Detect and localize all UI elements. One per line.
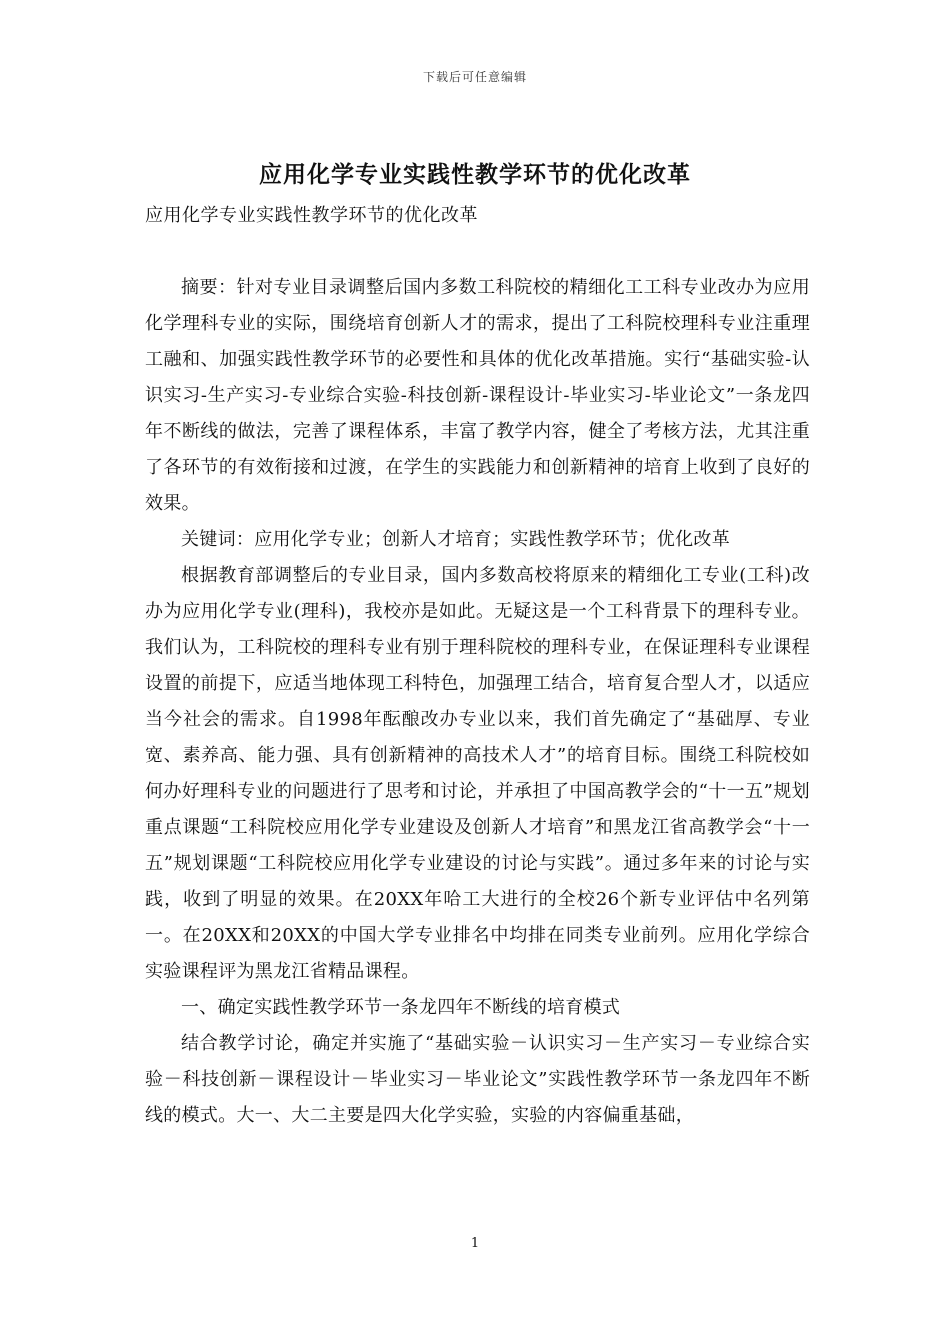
body-paragraph: 根据教育部调整后的专业目录，国内多数高校将原来的精细化工专业(工科)改办为应用化学专业(理科)，我校亦是如此。无疑这是一个工科背景下的理科专业。我们认为，工科院校的理科专业有别于理科院校的理科专业，在保证理科专业课程设置的前提下，应适当地体现工科特色，加强理工结合，培育复合型人才，以适应当今社会的需求。自1998年酝酿改办专业以来，我们首先确定了“基础厚、专业宽、素养高、能力强、具有创新精神的高技术人才”的培育目标。围绕工科院校如何办好理科专业的问题进行了思考和讨论，并承担了中国高教学会的“十一五”规划重点课题“工科院校应用化学专业建设及创新人才培育”和黑龙江省高教学会“十一五”规划课题“工科院校应用化学专业建设的讨论与实践”。通过多年来的讨论与实践，收到了明显的效果。在20XX年哈工大进行的全校26个新专业评估中名列第一。在20XX和20XX的中国大学专业排名中均排在同类专业前列。应用化学综合实验课程评为黑龙江省精品课程。 [145, 565, 810, 982]
document-body [145, 270, 810, 1134]
keywords-paragraph: 关键词：应用化学专业；创新人才培育；实践性教学环节；优化改革 [181, 529, 730, 550]
page-number: 1 [470, 1236, 480, 1251]
abstract-paragraph: 摘要：针对专业目录调整后国内多数工科院校的精细化工工科专业改办为应用化学理科专业的实际，围绕培育创新人才的需求，提出了工科院校理科专业注重理工融和、加强实践性教学环节的必要性和具体的优化改革措施。实行“基础实验-认识实习-生产实习-专业综合实验-科技创新-课程设计-毕业实习-毕业论文”一条龙四年不断线的做法，完善了课程体系，丰富了教学内容，健全了考核方法，尤其注重了各环节的有效衔接和过渡，在学生的实践能力和创新精神的培育上收到了良好的效果。 [145, 277, 810, 514]
page-header-note: 下载后可任意编辑 [422, 70, 527, 84]
section-heading: 一、确定实践性教学环节一条龙四年不断线的培育模式 [181, 997, 621, 1018]
body-paragraph: 结合教学讨论，确定并实施了“基础实验－认识实习－生产实习－专业综合实验－科技创新－课程设计－毕业实习－毕业论文”实践性教学环节一条龙四年不断线的模式。大一、大二主要是四大化学实验，实验的内容偏重基础， [145, 1033, 810, 1126]
document-subtitle: 应用化学专业实践性教学环节的优化改革 [145, 205, 478, 226]
document-title: 应用化学专业实践性教学环节的优化改革 [259, 161, 691, 188]
